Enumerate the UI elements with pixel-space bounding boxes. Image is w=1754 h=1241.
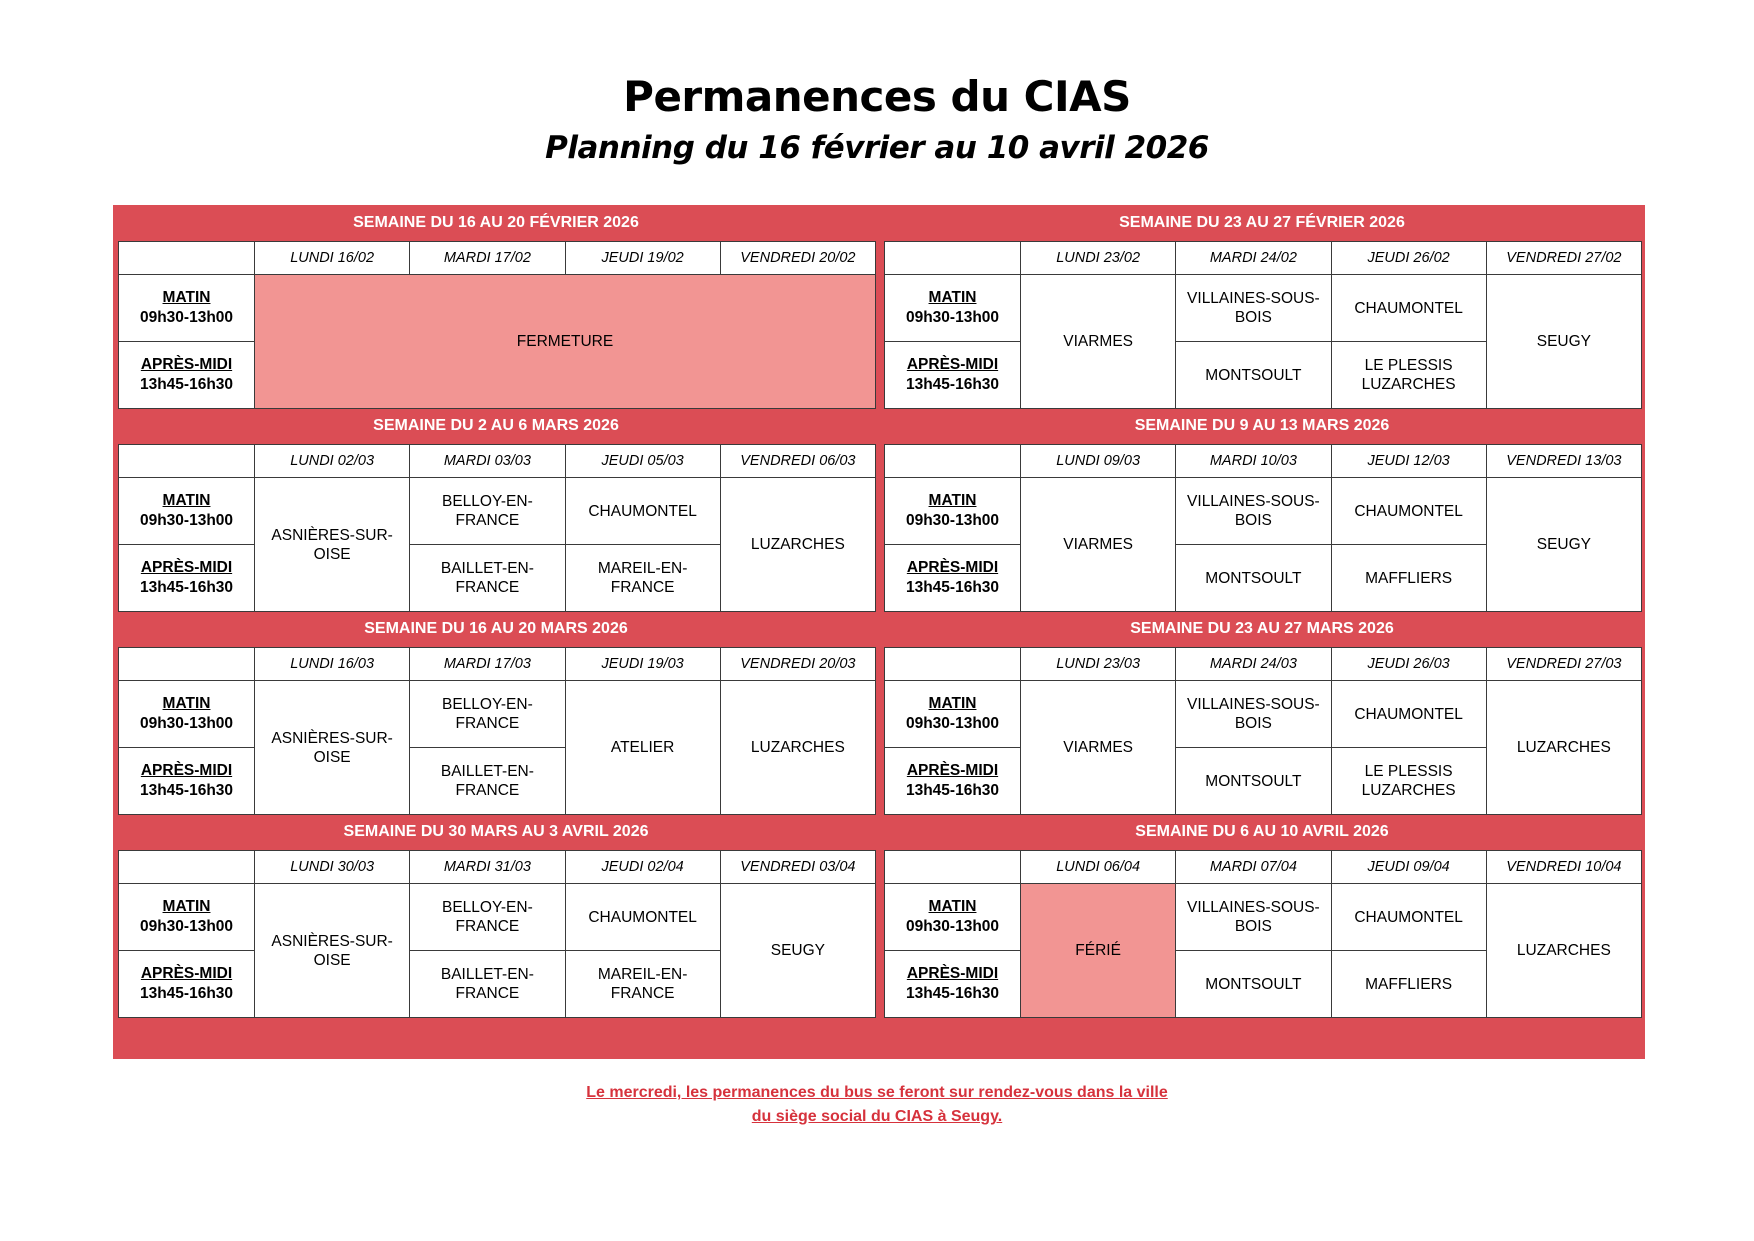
slot-hours: 09h30-13h00 <box>905 512 1000 529</box>
week-block <box>113 814 879 1017</box>
schedule <box>113 205 1645 1059</box>
slot-morning <box>119 275 255 342</box>
corner-cell <box>119 851 255 884</box>
day-header: MARDI 17/02 <box>410 242 565 275</box>
day-header: MARDI 24/02 <box>1176 242 1331 275</box>
week-block <box>113 205 879 408</box>
day-header: VENDREDI 20/03 <box>720 648 875 681</box>
day-header: JEUDI 19/03 <box>565 648 720 681</box>
location-cell: CHAUMONTEL <box>1331 681 1486 748</box>
week-table <box>884 444 1642 612</box>
slot-afternoon <box>119 342 255 409</box>
location-cell: BAILLET-EN-FRANCE <box>410 951 565 1018</box>
location-cell: CHAUMONTEL <box>1331 478 1486 545</box>
slot-hours: 09h30-13h00 <box>905 309 1000 326</box>
location-cell: VIARMES <box>1021 681 1176 815</box>
slot-afternoon <box>885 545 1021 612</box>
location-cell: VILLAINES-SOUS-BOIS <box>1176 275 1331 342</box>
location-cell: CHAUMONTEL <box>1331 275 1486 342</box>
location-cell: BELLOY-EN-FRANCE <box>410 681 565 748</box>
slot-name: APRÈS-MIDI <box>906 965 999 982</box>
week-header: SEMAINE DU 23 AU 27 FÉVRIER 2026 <box>1119 214 1405 231</box>
slot-name: MATIN <box>928 695 977 712</box>
corner-cell <box>885 851 1021 884</box>
slot-hours: 13h45-16h30 <box>905 985 1000 1002</box>
location-cell: LUZARCHES <box>1486 884 1641 1018</box>
day-header: MARDI 03/03 <box>410 445 565 478</box>
week-block <box>879 611 1645 814</box>
day-header: JEUDI 19/02 <box>565 242 720 275</box>
day-header: VENDREDI 13/03 <box>1486 445 1641 478</box>
slot-hours: 13h45-16h30 <box>139 579 234 596</box>
day-header: LUNDI 30/03 <box>255 851 410 884</box>
location-cell: MONTSOULT <box>1176 951 1331 1018</box>
location-cell: MONTSOULT <box>1176 748 1331 815</box>
location-cell: LUZARCHES <box>1486 681 1641 815</box>
slot-hours: 09h30-13h00 <box>905 715 1000 732</box>
slot-hours: 13h45-16h30 <box>139 376 234 393</box>
corner-cell <box>119 242 255 275</box>
location-cell: BAILLET-EN-FRANCE <box>410 748 565 815</box>
week-header: SEMAINE DU 9 AU 13 MARS 2026 <box>1134 417 1390 434</box>
day-header: JEUDI 26/02 <box>1331 242 1486 275</box>
corner-cell <box>885 242 1021 275</box>
slot-morning <box>119 478 255 545</box>
location-cell: VILLAINES-SOUS-BOIS <box>1176 884 1331 951</box>
location-cell: MAREIL-EN-FRANCE <box>565 951 720 1018</box>
week-header: SEMAINE DU 30 MARS AU 3 AVRIL 2026 <box>343 823 649 840</box>
day-header: LUNDI 06/04 <box>1021 851 1176 884</box>
location-cell: MAFFLIERS <box>1331 951 1486 1018</box>
day-header: VENDREDI 06/03 <box>720 445 875 478</box>
footnote-line: Le mercredi, les permanences du bus se feront sur rendez-vous dans la ville <box>586 1084 1168 1101</box>
slot-name: MATIN <box>928 289 977 306</box>
day-header: LUNDI 23/02 <box>1021 242 1176 275</box>
location-cell: ATELIER <box>565 681 720 815</box>
slot-afternoon <box>885 748 1021 815</box>
corner-cell <box>119 648 255 681</box>
slot-hours: 09h30-13h00 <box>139 918 234 935</box>
week-header: SEMAINE DU 6 AU 10 AVRIL 2026 <box>1135 823 1389 840</box>
location-cell: LUZARCHES <box>720 681 875 815</box>
week-block <box>113 611 879 814</box>
location-cell: LE PLESSIS LUZARCHES <box>1331 748 1486 815</box>
location-cell: MAREIL-EN-FRANCE <box>565 545 720 612</box>
day-header: MARDI 07/04 <box>1176 851 1331 884</box>
location-cell: MONTSOULT <box>1176 342 1331 409</box>
slot-morning <box>885 275 1021 342</box>
day-header: MARDI 17/03 <box>410 648 565 681</box>
page-title: Permanences du CIAS <box>623 72 1131 121</box>
week-header: SEMAINE DU 2 AU 6 MARS 2026 <box>373 417 619 434</box>
week-table <box>118 850 876 1018</box>
footnote-line: du siège social du CIAS à Seugy. <box>751 1108 1003 1125</box>
slot-name: MATIN <box>928 898 977 915</box>
location-cell: VILLAINES-SOUS-BOIS <box>1176 478 1331 545</box>
slot-afternoon <box>119 951 255 1018</box>
slot-name: APRÈS-MIDI <box>140 762 233 779</box>
slot-afternoon <box>885 342 1021 409</box>
day-header: LUNDI 23/03 <box>1021 648 1176 681</box>
slot-name: MATIN <box>162 695 211 712</box>
week-block <box>879 205 1645 408</box>
slot-morning <box>885 681 1021 748</box>
location-cell: CHAUMONTEL <box>1331 884 1486 951</box>
location-cell: LE PLESSIS LUZARCHES <box>1331 342 1486 409</box>
slot-name: APRÈS-MIDI <box>906 762 999 779</box>
slot-hours: 13h45-16h30 <box>905 376 1000 393</box>
slot-afternoon <box>119 748 255 815</box>
location-cell: CHAUMONTEL <box>565 478 720 545</box>
day-header: VENDREDI 27/03 <box>1486 648 1641 681</box>
slot-hours: 09h30-13h00 <box>139 715 234 732</box>
slot-hours: 13h45-16h30 <box>139 985 234 1002</box>
week-table <box>884 850 1642 1018</box>
day-header: VENDREDI 20/02 <box>720 242 875 275</box>
slot-name: APRÈS-MIDI <box>906 559 999 576</box>
day-header: MARDI 24/03 <box>1176 648 1331 681</box>
day-header: JEUDI 12/03 <box>1331 445 1486 478</box>
slot-morning <box>119 884 255 951</box>
location-cell: ASNIÈRES-SUR-OISE <box>255 884 410 1018</box>
location-cell: VILLAINES-SOUS-BOIS <box>1176 681 1331 748</box>
location-cell: VIARMES <box>1021 478 1176 612</box>
location-cell: BELLOY-EN-FRANCE <box>410 478 565 545</box>
slot-morning <box>885 884 1021 951</box>
day-header: MARDI 31/03 <box>410 851 565 884</box>
slot-name: APRÈS-MIDI <box>140 559 233 576</box>
week-table <box>884 241 1642 409</box>
week-block <box>113 408 879 611</box>
corner-cell <box>885 648 1021 681</box>
location-cell: BELLOY-EN-FRANCE <box>410 884 565 951</box>
day-header: VENDREDI 27/02 <box>1486 242 1641 275</box>
day-header: JEUDI 09/04 <box>1331 851 1486 884</box>
footnote <box>0 1081 1754 1129</box>
slot-name: MATIN <box>162 898 211 915</box>
day-header: JEUDI 26/03 <box>1331 648 1486 681</box>
day-header: JEUDI 05/03 <box>565 445 720 478</box>
holiday-cell: FÉRIÉ <box>1021 884 1176 1018</box>
week-block <box>879 814 1645 1017</box>
location-cell: CHAUMONTEL <box>565 884 720 951</box>
day-header: JEUDI 02/04 <box>565 851 720 884</box>
week-header: SEMAINE DU 16 AU 20 FÉVRIER 2026 <box>353 214 639 231</box>
slot-name: APRÈS-MIDI <box>906 356 999 373</box>
day-header: MARDI 10/03 <box>1176 445 1331 478</box>
week-block <box>879 408 1645 611</box>
slot-morning <box>885 478 1021 545</box>
location-cell: MONTSOULT <box>1176 545 1331 612</box>
slot-hours: 13h45-16h30 <box>139 782 234 799</box>
slot-afternoon <box>885 951 1021 1018</box>
day-header: VENDREDI 10/04 <box>1486 851 1641 884</box>
week-header: SEMAINE DU 16 AU 20 MARS 2026 <box>364 620 628 637</box>
slot-hours: 13h45-16h30 <box>905 579 1000 596</box>
day-header: LUNDI 16/02 <box>255 242 410 275</box>
slot-hours: 13h45-16h30 <box>905 782 1000 799</box>
day-header: VENDREDI 03/04 <box>720 851 875 884</box>
week-table <box>118 241 876 409</box>
location-cell: BAILLET-EN-FRANCE <box>410 545 565 612</box>
location-cell: SEUGY <box>1486 478 1641 612</box>
slot-name: MATIN <box>928 492 977 509</box>
location-cell: ASNIÈRES-SUR-OISE <box>255 681 410 815</box>
location-cell: VIARMES <box>1021 275 1176 409</box>
closure-cell: FERMETURE <box>255 275 876 409</box>
week-table <box>884 647 1642 815</box>
slot-name: MATIN <box>162 289 211 306</box>
location-cell: ASNIÈRES-SUR-OISE <box>255 478 410 612</box>
location-cell: SEUGY <box>720 884 875 1018</box>
slot-morning <box>119 681 255 748</box>
week-table <box>118 647 876 815</box>
location-cell: MAFFLIERS <box>1331 545 1486 612</box>
slot-name: APRÈS-MIDI <box>140 356 233 373</box>
day-header: LUNDI 02/03 <box>255 445 410 478</box>
page-subtitle: Planning du 16 février au 10 avril 2026 <box>545 130 1209 166</box>
corner-cell <box>119 445 255 478</box>
slot-hours: 09h30-13h00 <box>139 309 234 326</box>
slot-name: MATIN <box>162 492 211 509</box>
slot-hours: 09h30-13h00 <box>905 918 1000 935</box>
location-cell: LUZARCHES <box>720 478 875 612</box>
day-header: LUNDI 16/03 <box>255 648 410 681</box>
week-header: SEMAINE DU 23 AU 27 MARS 2026 <box>1130 620 1394 637</box>
slot-name: APRÈS-MIDI <box>140 965 233 982</box>
week-table <box>118 444 876 612</box>
day-header: LUNDI 09/03 <box>1021 445 1176 478</box>
slot-afternoon <box>119 545 255 612</box>
slot-hours: 09h30-13h00 <box>139 512 234 529</box>
location-cell: SEUGY <box>1486 275 1641 409</box>
corner-cell <box>885 445 1021 478</box>
